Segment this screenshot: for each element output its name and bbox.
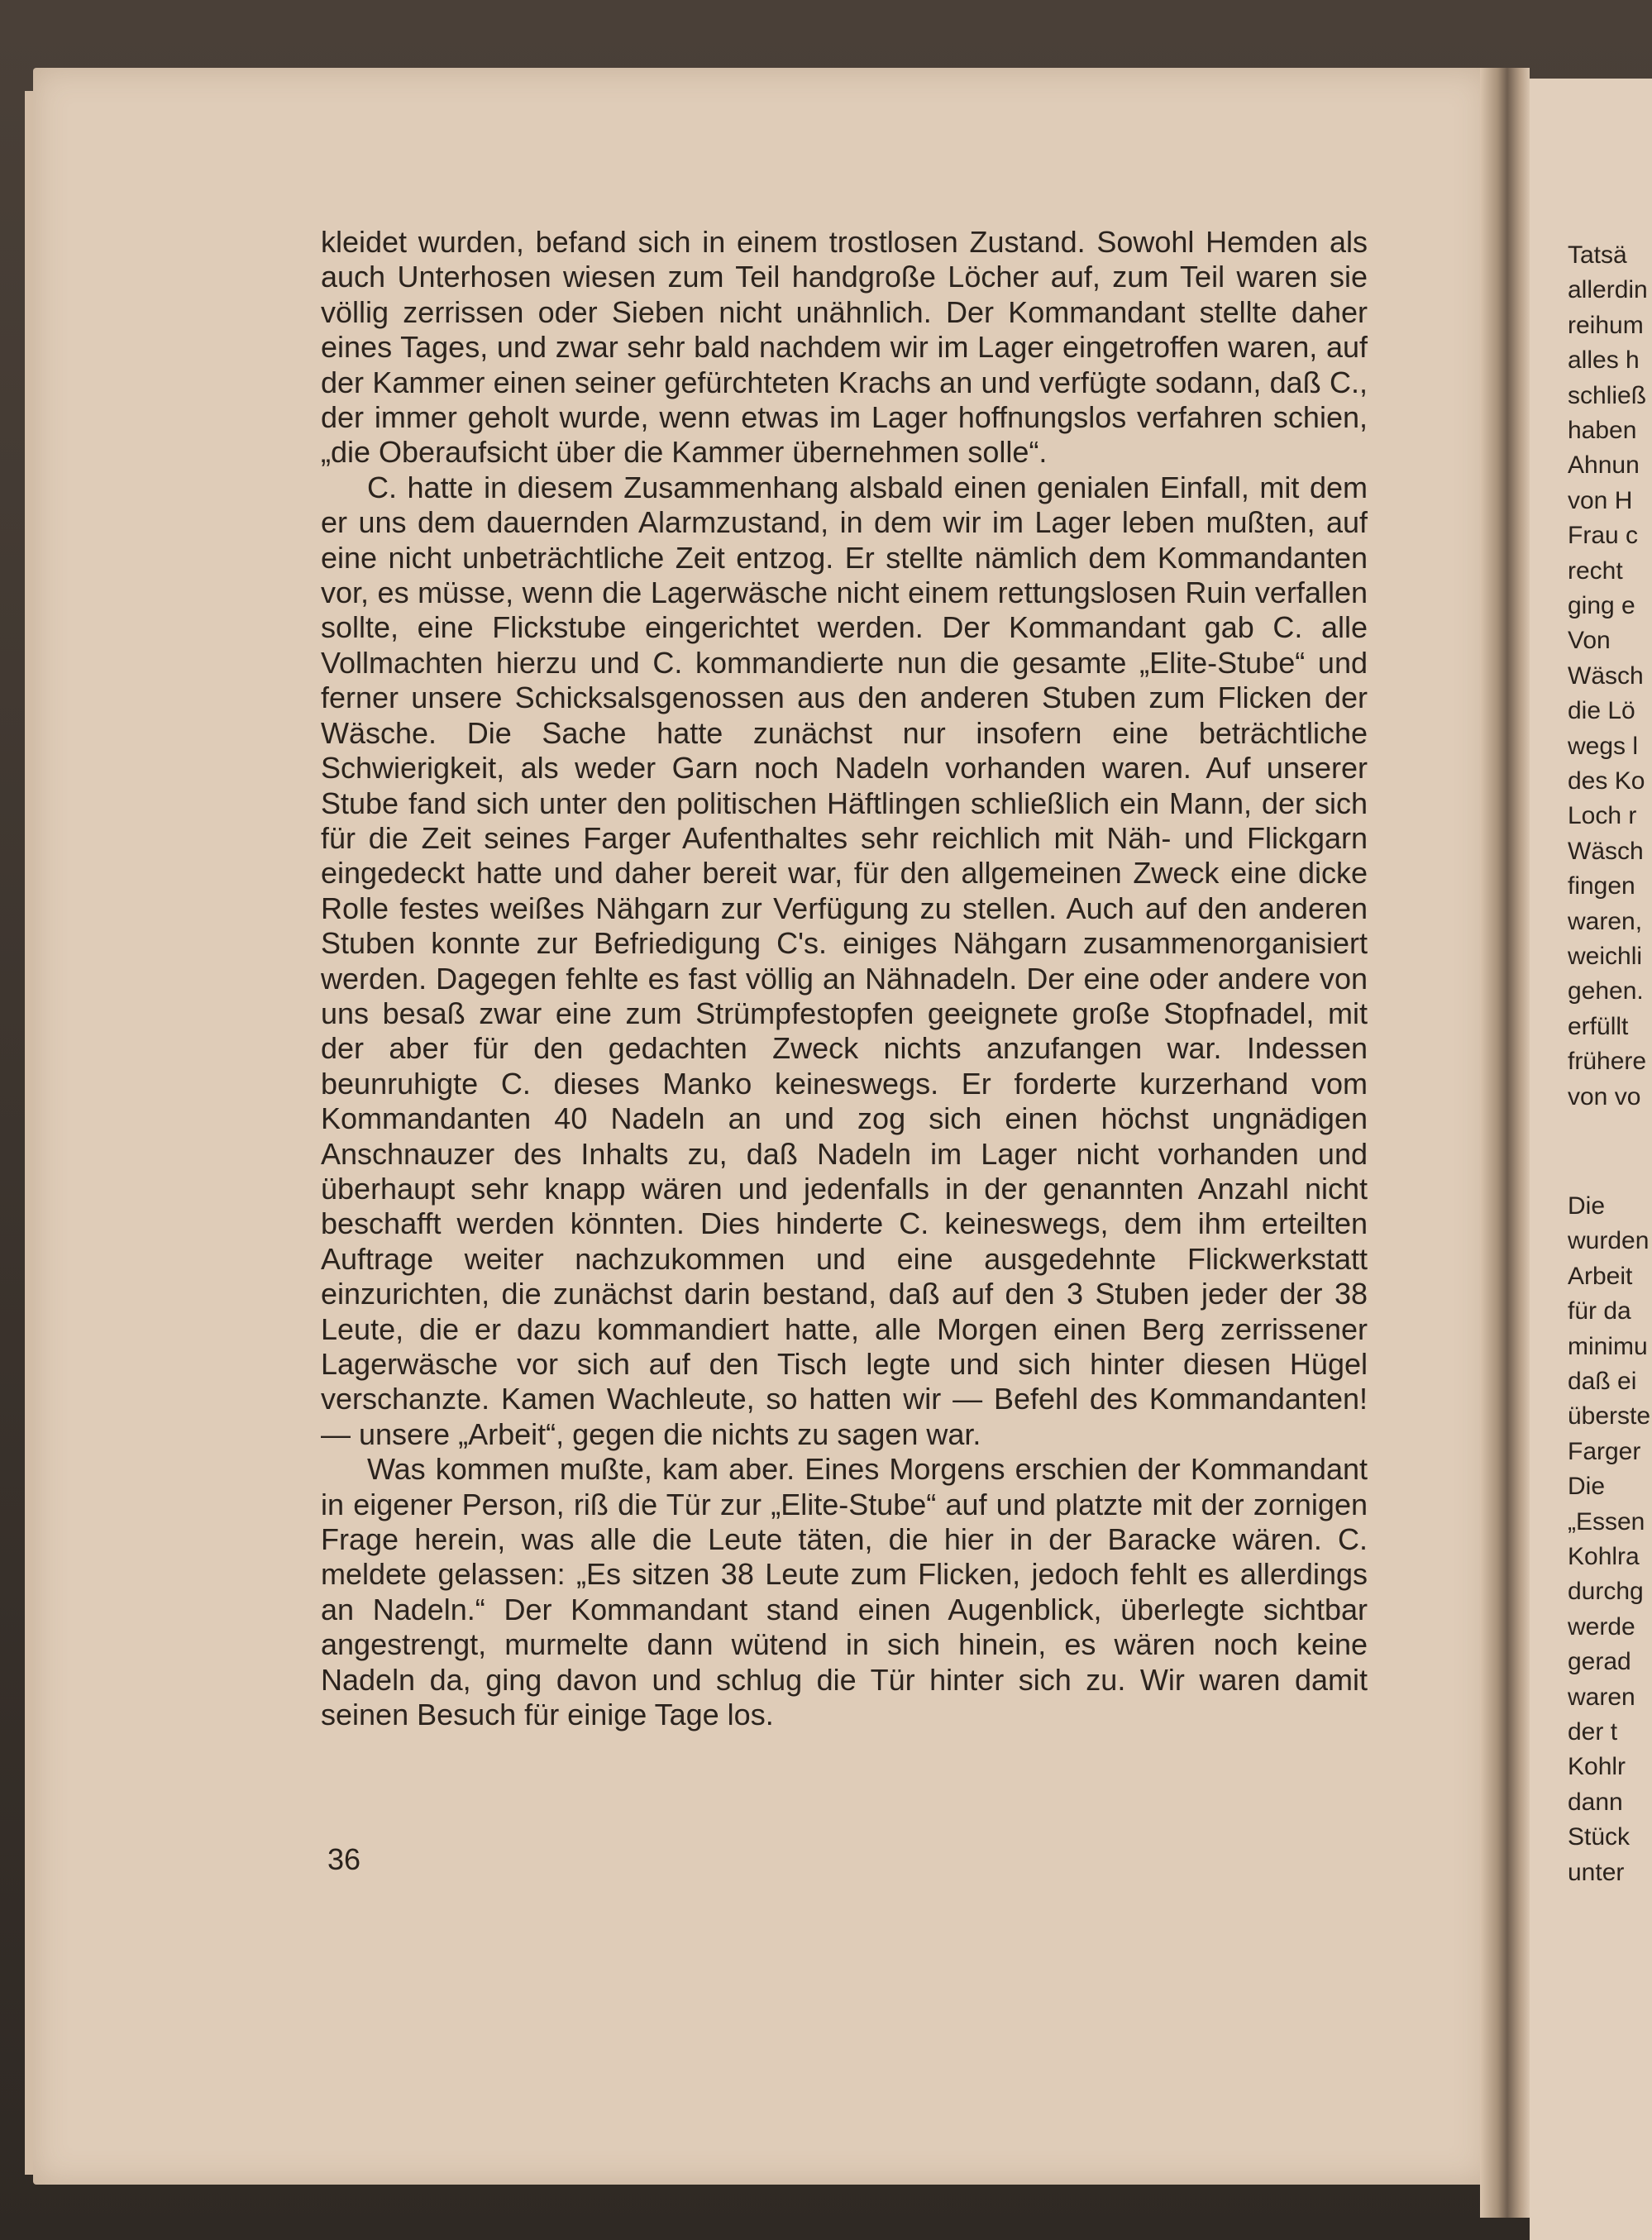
right-page-line: Frau c — [1568, 522, 1639, 550]
right-page-line: Ahnun — [1568, 451, 1640, 480]
right-page-line: ging e — [1568, 592, 1635, 619]
right-page-line: überste — [1568, 1402, 1651, 1430]
right-page-line: waren — [1568, 1683, 1635, 1711]
paragraph: C. hatte in diesem Zusammenhang alsbald einen genialen Einfall, mit dem er uns dem dauernden Alarmzustand, in dem wir im Lager leben mußten, auf eine nicht unbeträchtliche Zeit entzog. Er stellte nämlich dem Kommandanten vor, es müsse, wenn die Lagerwäsche nicht einem rettungslosen Ruin verfallen sollte, eine Flickstube eingerichtet werden. Der Kommandant gab C. alle Vollmachten hierzu und C. kommandierte nun die gesamte „Elite-Stube“ und ferner unsere Schicksalsgenossen aus den anderen Stuben zum Flicken der Wäsche. Die Sache hatte zunächst nur insofern eine beträchtliche Schwierigkeit, als weder Garn noch Nadeln vorhanden waren. Auf unserer Stube fand sich unter den politischen Häftlingen schließlich ein Mann, der sich für die Zeit seines Farger Aufenthaltes sehr reichlich mit Näh- und Flickgarn eingedeckt hatte und daher bereit war, für den allgemeinen Zweck eine dicke Rolle festes weißes Nähgarn zur Verfügung zu stellen. Auch auf den anderen Stuben konnte zur Befriedigung C's. einiges Nähgarn zusammenorganisiert werden. Dagegen fehlte es fast völlig an Nähnadeln. Der eine oder andere von uns besaß zwar eine zum Strümpfestopfen geeignete große Stopfnadel, mit der aber für den gedachten Zweck nichts anzufangen war. Indessen beunruhigte C. dieses Manko keineswegs. Er forderte kurzerhand vom Kommandanten 40 Nadeln an und zog sich einen höchst ungnädigen Anschnauzer des Inhalts zu, daß Nadeln im Lager nicht vorhanden und überhaupt sehr knapp wären und jedenfalls in der genannten Anzahl nicht beschafft werden könnten. Dies hinderte C. keineswegs, dem ihm erteilten Auftrage weiter nachzukommen und eine ausgedehnte Flickwerkstatt einzurichten, die zunächst darin bestand, daß auf den 3 Stuben jeder der 38 Leute, die er dazu kommandiert hatte, alle Morgen einen Berg zerrissener Lagerwäsche vor sich auf den Tisch legte und sich hinter diesen Hügel verschanzte. Kamen Wachleute, so hatten wir — Befehl des Kommandanten! — unsere „Arbeit“, gegen die nichts zu sagen war. — [321, 470, 1368, 1451]
right-page-line: erfüllt — [1568, 1012, 1629, 1040]
right-page-line: werde — [1568, 1612, 1635, 1641]
right-page-line: Kohlr — [1568, 1753, 1626, 1781]
right-page-line: wegs l — [1568, 732, 1639, 760]
right-page-line: unter — [1568, 1858, 1625, 1886]
right-page-line: Stück — [1568, 1823, 1631, 1851]
right-page-line: für da — [1568, 1297, 1631, 1325]
right-page-line: gehen. — [1568, 977, 1644, 1005]
right-page-line: von H — [1568, 486, 1633, 514]
paragraph: kleidet wurden, befand sich in einem trostlosen Zustand. Sowohl Hemden als auch Unterhosen wiesen zum Teil handgroße Löcher auf, zum Teil waren sie völlig zerrissen oder Sieben nicht unähnlich. Der Kommandant stellte daher eines Tages, und zwar sehr bald nachdem wir im Lager eingetroffen waren, auf der Kammer einen seiner gefürchteten Krachs an und verfügte sodann, daß C., der immer geholt wurde, wenn etwas im Lager hoffnungslos verfahren schien, „die Oberaufsicht über die Kammer übernehmen solle“. — [321, 225, 1368, 470]
page-number: 36 — [327, 1842, 361, 1876]
right-page-line: „Essen — [1568, 1507, 1645, 1536]
right-page-line: alles h — [1568, 346, 1640, 375]
right-page-line: Die — [1568, 1473, 1606, 1501]
right-page-line: minimu — [1568, 1332, 1648, 1360]
paragraph: Was kommen mußte, kam aber. Eines Morgens erschien der Kommandant in eigener Person, riß die Tür zur „Elite-Stube“ auf und platzte mit der zornigen Frage herein, was alle die Leute täten, die hier in der Baracke wären. C. meldete gelassen: „Es sitzen 38 Leute zum Flicken, jedoch fehlt es allerdings an Nadeln.“ Der Kommandant stand einen Augenblick, überlegte sichtbar angestrengt, murmelte dann wütend in sich hinein, es wären noch keine Nadeln da, ging davon und schlug die Tür hinter sich zu. Wir waren damit seinen Besuch für einige Tage los. — [321, 1452, 1368, 1732]
body-text — [321, 225, 1368, 1732]
right-page-line: fingen — [1568, 872, 1635, 900]
right-page-line: Farger — [1568, 1437, 1641, 1465]
right-page-line: Kohlra — [1568, 1543, 1640, 1570]
book-gutter — [1480, 68, 1530, 2218]
right-page-line: frühere — [1568, 1048, 1647, 1076]
right-page-line: schließ — [1568, 381, 1647, 409]
right-page-line: Wäsch — [1568, 837, 1644, 865]
right-page-line: durchg — [1568, 1578, 1644, 1606]
right-page-line: Arbeit — [1568, 1262, 1633, 1290]
right-page-line: wurden — [1568, 1227, 1650, 1255]
right-page-line: Wäsch — [1568, 661, 1644, 690]
right-page-line: weichli — [1568, 943, 1643, 970]
right-page-text — [1568, 241, 1652, 1910]
right-page-line: Loch r — [1568, 802, 1637, 830]
right-page-line: die Lö — [1568, 697, 1635, 725]
right-page-line: waren, — [1568, 907, 1643, 935]
right-page-line: Die — [1568, 1192, 1606, 1220]
right-page-line: daß ei — [1568, 1368, 1637, 1395]
right-page-line: reihum — [1568, 311, 1644, 339]
right-page-line: Von — [1568, 627, 1611, 655]
right-page-line: von vo — [1568, 1082, 1641, 1110]
right-page-line: haben — [1568, 417, 1637, 444]
right-page-line: allerdin — [1568, 276, 1648, 304]
right-page-line: dann — [1568, 1788, 1623, 1816]
right-page-line: recht — [1568, 556, 1623, 585]
right-page-line: der t — [1568, 1718, 1618, 1746]
right-page-line: des Ko — [1568, 767, 1645, 795]
right-page-line: Tatsä — [1568, 241, 1627, 269]
right-page-line: gerad — [1568, 1648, 1631, 1676]
